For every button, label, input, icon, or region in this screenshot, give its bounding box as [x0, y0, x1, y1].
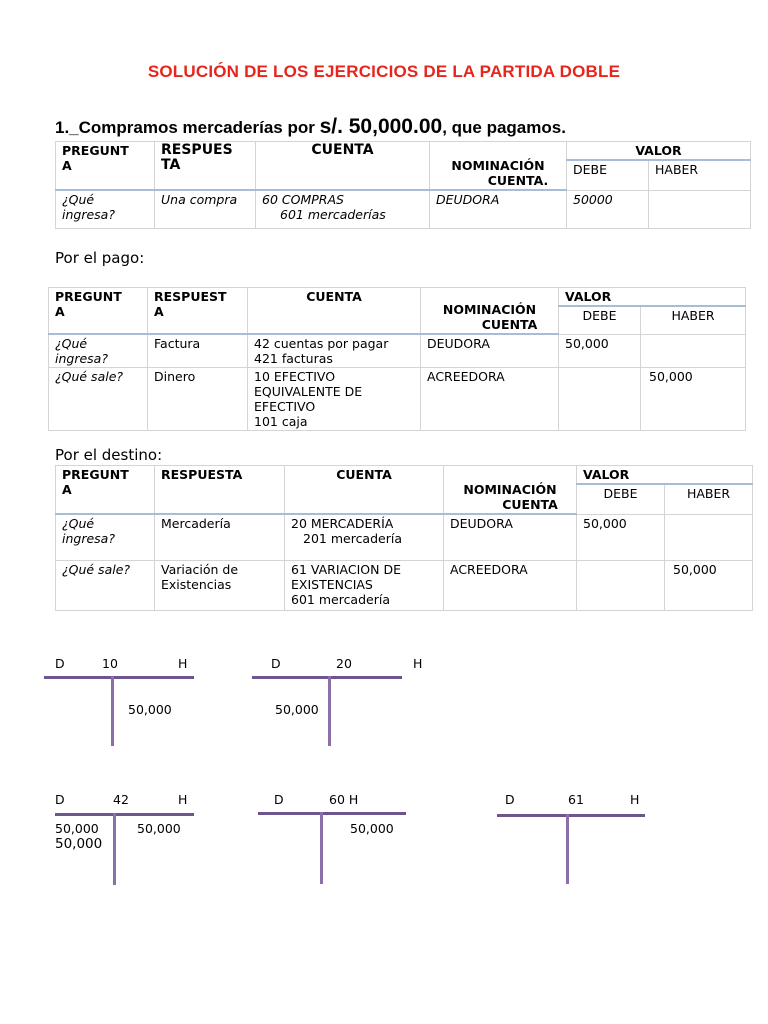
table-destino — [55, 465, 753, 611]
header-respuesta: RESPUESTA — [155, 466, 285, 515]
cell-cuenta: 20 MERCADERÍA 201 mercadería — [285, 514, 444, 560]
t42-number: 42 — [113, 792, 129, 807]
t10-vertical-line — [111, 676, 114, 746]
cell-pregunta: ¿Qué sale? — [49, 368, 148, 431]
cell-debe — [559, 368, 641, 431]
t20-debe-value: 50,000 — [275, 702, 319, 717]
header-debe: DEBE — [567, 160, 649, 190]
header-haber: HABER — [641, 306, 746, 334]
t61-debe-label: D — [505, 792, 515, 807]
t42-haber-label: H — [178, 792, 188, 807]
t60-debe-label: D — [274, 792, 284, 807]
exercise-heading — [55, 115, 566, 139]
cell-debe: 50000 — [567, 190, 649, 228]
t61-horizontal-line — [497, 814, 645, 817]
cell-cuenta: 61 VARIACION DE EXISTENCIAS 601 mercadería — [285, 560, 444, 610]
header-valor: VALOR — [577, 466, 753, 485]
t60-number-haber: 60 H — [329, 792, 359, 807]
cell-nominacion: ACREEDORA — [444, 560, 577, 610]
header-haber: HABER — [649, 160, 751, 190]
cell-pregunta: ¿Qué sale? — [56, 560, 155, 610]
t10-debe-label: D — [55, 656, 65, 671]
t42-vertical-line — [113, 813, 116, 885]
exercise-suffix: , que pagamos. — [442, 118, 566, 137]
table-header-row — [49, 288, 746, 307]
cell-pregunta: ¿Qué ingresa? — [49, 334, 148, 368]
header-nominacion: NOMINACIÓN CUENTA — [421, 288, 559, 335]
cell-haber: 50,000 — [641, 368, 746, 431]
header-nominacion: NOMINACIÓN CUENTA. — [430, 142, 567, 191]
t61-vertical-line — [566, 814, 569, 884]
header-debe: DEBE — [559, 306, 641, 334]
cell-respuesta: Una compra — [155, 190, 256, 228]
t60-haber-value: 50,000 — [350, 821, 394, 836]
table-pago — [48, 287, 746, 431]
table-row — [49, 334, 746, 368]
table-row — [49, 368, 746, 431]
cell-nominacion: ACREEDORA — [421, 368, 559, 431]
t20-haber-label: H — [413, 656, 423, 671]
cell-nominacion: DEUDORA — [430, 190, 567, 228]
exercise-currency: s/. — [319, 115, 349, 138]
header-cuenta: CUENTA — [248, 288, 421, 335]
t20-debe-label: D — [271, 656, 281, 671]
cell-haber: 50,000 — [665, 560, 753, 610]
table-header-row — [56, 466, 753, 485]
cell-pregunta: ¿Qué ingresa? — [56, 514, 155, 560]
header-nominacion: NOMINACIÓN CUENTA — [444, 466, 577, 515]
t60-horizontal-line — [258, 812, 406, 815]
section-destino: Por el destino: — [55, 446, 163, 464]
header-respuesta: RESPUEST A — [148, 288, 248, 335]
exercise-prefix: 1._Compramos mercaderías por — [55, 118, 320, 137]
t10-haber-label: H — [178, 656, 188, 671]
table-row — [56, 560, 753, 610]
t42-haber-value: 50,000 — [137, 821, 181, 836]
page-title: SOLUCIÓN DE LOS EJERCICIOS DE LA PARTIDA DOBLE — [147, 62, 621, 81]
t42-horizontal-line — [55, 813, 194, 816]
header-haber: HABER — [665, 484, 753, 514]
cell-respuesta: Factura — [148, 334, 248, 368]
t61-haber-label: H — [630, 792, 640, 807]
cell-debe: 50,000 — [559, 334, 641, 368]
section-pago: Por el pago: — [55, 249, 145, 267]
header-cuenta: CUENTA — [256, 142, 430, 191]
cell-pregunta: ¿Qué ingresa? — [56, 190, 155, 228]
header-pregunta: PREGUNT A — [56, 466, 155, 515]
t20-number: 20 — [336, 656, 352, 671]
table-compra — [55, 141, 751, 229]
cell-nominacion: DEUDORA — [421, 334, 559, 368]
cell-respuesta: Variación de Existencias — [155, 560, 285, 610]
cell-haber — [649, 190, 751, 228]
t42-debe-value-1: 50,000 — [55, 821, 99, 836]
header-debe: DEBE — [577, 484, 665, 514]
t10-haber-value: 50,000 — [128, 702, 172, 717]
cell-cuenta: 42 cuentas por pagar 421 facturas — [248, 334, 421, 368]
table-row — [56, 190, 751, 228]
cell-debe: 50,000 — [577, 514, 665, 560]
cell-cuenta: 10 EFECTIVO EQUIVALENTE DE EFECTIVO 101 caja — [248, 368, 421, 431]
exercise-amount: 50,000.00 — [348, 115, 443, 138]
header-valor: VALOR — [559, 288, 746, 307]
table-row — [56, 514, 753, 560]
t60-vertical-line — [320, 812, 323, 884]
t20-vertical-line — [328, 676, 331, 746]
t10-number: 10 — [102, 656, 118, 671]
cell-cuenta: 60 COMPRAS 601 mercaderías — [256, 190, 430, 228]
header-pregunta: PREGUNT A — [49, 288, 148, 335]
t10-horizontal-line — [44, 676, 194, 679]
cell-respuesta: Mercadería — [155, 514, 285, 560]
header-pregunta: PREGUNT A — [56, 142, 155, 191]
cell-haber — [665, 514, 753, 560]
cell-nominacion: DEUDORA — [444, 514, 577, 560]
cell-debe — [577, 560, 665, 610]
t42-debe-value-2: 50,000 — [55, 836, 103, 852]
table-header-row — [56, 142, 751, 161]
t61-number: 61 — [568, 792, 584, 807]
header-valor: VALOR — [567, 142, 751, 161]
cell-haber — [641, 334, 746, 368]
header-respuesta: RESPUES TA — [155, 142, 256, 191]
cell-respuesta: Dinero — [148, 368, 248, 431]
t42-debe-label: D — [55, 792, 65, 807]
header-cuenta: CUENTA — [285, 466, 444, 515]
t20-horizontal-line — [252, 676, 402, 679]
